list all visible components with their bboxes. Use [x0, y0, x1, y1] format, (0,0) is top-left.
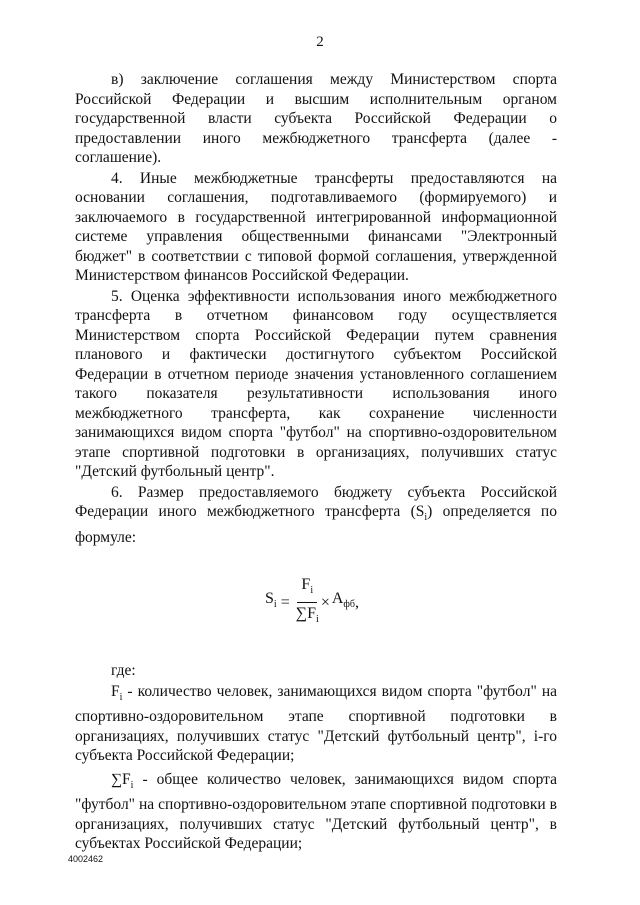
- formula: [75, 569, 557, 639]
- paragraph-5: 5. Оценка эффективности использования иного межбюджетного трансферта в отчетном финансовом году осуществляется Министерством спорта Российской Федерации путем сравнения планового и фактически достигнутого субъектом Российской Федерации в отчетном периоде значения установленного соглашением такого показателя результативности использования иного межбюджетного трансферта, как сохранение численности занимающихся видом спорта "футбол" на спортивно-оздоровительном этапе спортивной подготовки в организациях, получивших статус "Детский футбольный центр".: [75, 287, 557, 480]
- formula-times: ×: [320, 593, 330, 611]
- formula-a: $A_{фб}$: [331, 590, 355, 611]
- document-body: [75, 70, 557, 854]
- formula-lhs: $S_i$: [265, 590, 277, 611]
- formula-denominator: $\sum F_i$: [295, 604, 319, 625]
- paragraph-6: [75, 483, 557, 548]
- paragraph-6-sub: i: [424, 512, 428, 524]
- where-label: где:: [111, 662, 136, 680]
- formula-numerator: $F_i$: [297, 575, 317, 603]
- formula-end: ,: [354, 593, 359, 611]
- paragraph-6-tail: ) определяется по формуле:: [75, 503, 557, 546]
- formula-equals: =: [280, 593, 290, 611]
- definition-fi: $F_i$ - количество человек, занимающихся видом спорта "футбол" на спортивно-оздоровительном этапе спортивной подготовки в организациях, получивших статус "Детский футбольный центр", i-го субъекта Российской Федерации;: [75, 682, 557, 765]
- formula-expression: [265, 575, 359, 629]
- paragraph-4: 4. Иные межбюджетные трансферты предоставляются на основании соглашения, подготавливаемого (формируемого) и заключаемого в государственной интегрированной информационной системе управления общественными финансами "Электронный бюджет" в соответствии с типовой формой соглашения, утвержденной Министерством финансов Российской Федерации.: [75, 169, 557, 284]
- paragraph-agreement: в) заключение соглашения между Министерством спорта Российской Федерации и высшим исполнительным органом государственной власти субъекта Российской Федерации о предоставлении иного межбюджетного трансферта (далее - соглашение).: [75, 71, 557, 166]
- paragraph-6-text: 6. Размер предоставляемого бюджету субъекта Российской Федерации иного межбюджетного трансферта (S: [75, 483, 557, 520]
- page-number: 2: [316, 34, 324, 50]
- document-code: 4002462: [68, 854, 104, 864]
- definition-sum-fi: $\sum F_i$ - общее количество человек, занимающихся видом спорта "футбол" на спортивно-оздоровительном этапе спортивной подготовки в организациях, получивших статус "Детский футбольный центр", в субъектах Российской Федерации;: [75, 770, 557, 853]
- formula-fraction: [296, 575, 319, 629]
